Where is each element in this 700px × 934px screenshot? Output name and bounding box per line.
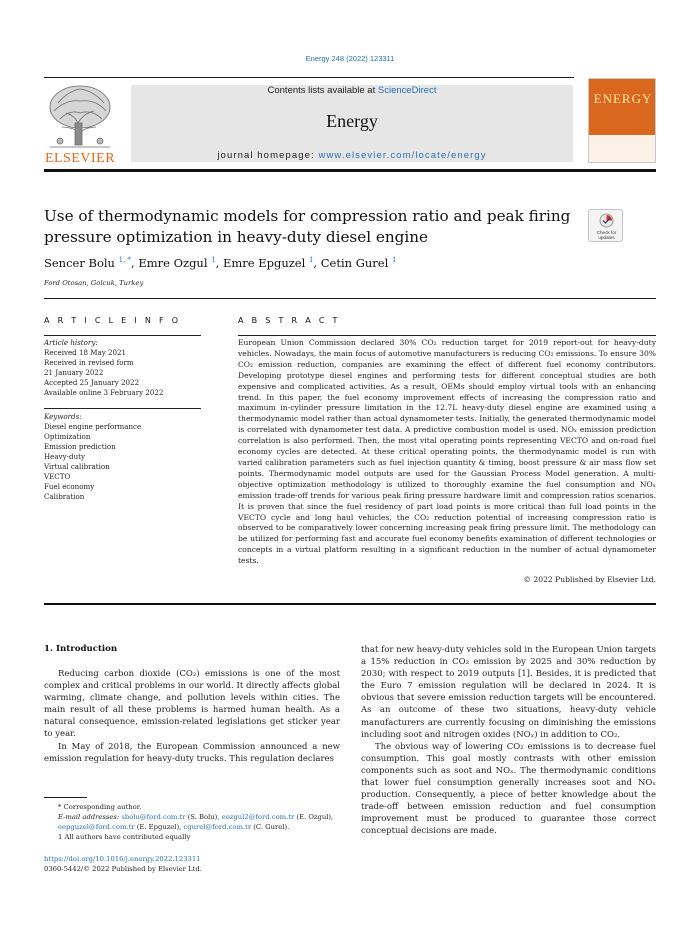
keyword-item: Diesel engine performance (44, 422, 142, 431)
section-rule-bottom (44, 603, 656, 605)
email-addresses (44, 812, 340, 832)
elsevier-tree-logo-icon (44, 83, 116, 151)
journal-homepage-line (131, 150, 573, 161)
keyword-item: Optimization (44, 432, 91, 441)
email-link[interactable]: cgurel@ford.com.tr (183, 823, 252, 831)
footnote-rule (44, 797, 87, 798)
author-marks[interactable]: 1, * (118, 256, 132, 265)
journal-citation-link[interactable]: Energy 248 (2022) 123311 (305, 54, 395, 63)
history-item: Accepted 25 January 2022 (44, 378, 140, 387)
author-name: Emre Epguzel (222, 256, 306, 270)
keyword-item: Heavy-duty (44, 452, 85, 461)
history-item: Received 18 May 2021 (44, 348, 127, 357)
journal-homepage-link[interactable]: www.elsevier.com/locate/energy (318, 150, 487, 161)
email-owner: (E. Epguzel), (134, 823, 184, 831)
introduction-heading: 1. Introduction (44, 644, 118, 654)
history-item: Available online 3 February 2022 (44, 388, 164, 397)
email-link[interactable]: sbolu@ford.com.tr (121, 813, 186, 821)
author-marks[interactable]: 1 (211, 256, 216, 265)
keyword-item: VECTO (44, 472, 71, 481)
check-for-updates-button[interactable] (588, 209, 623, 242)
author-separator: , (215, 256, 223, 270)
article-history (44, 338, 201, 398)
author-separator: , (131, 256, 139, 270)
check-for-updates-icon (599, 213, 614, 228)
journal-cover-thumbnail[interactable] (588, 78, 656, 163)
header-thick-rule (44, 169, 656, 172)
contents-prefix: Contents lists available at (267, 85, 378, 96)
email-owner: (C. Gurel). (251, 823, 290, 831)
author-marks[interactable]: 1 (308, 256, 314, 265)
keywords-label: Keywords: (44, 412, 82, 421)
abstract-rule (238, 335, 656, 336)
author-name: Sencer Bolu (44, 256, 115, 270)
email-link[interactable]: eozgul2@ford.com.tr (221, 813, 295, 821)
keyword-item: Calibration (44, 492, 85, 501)
doi-link[interactable]: https://doi.org/10.1016/j.energy.2022.123311 (44, 855, 201, 863)
footnotes (44, 802, 340, 842)
email-owner: (S. Bolu), (185, 813, 222, 821)
history-item: 21 January 2022 (44, 368, 104, 377)
author-list (44, 256, 656, 270)
article-info-rule (44, 335, 201, 336)
keyword-item: Virtual calibration (44, 462, 110, 471)
article-history-label: Article history: (44, 338, 98, 347)
journal-cover-word: ENERGY (593, 91, 653, 106)
author-name: Emre Ozgul (138, 256, 208, 270)
article-title: Use of thermodynamic models for compression ratio and peak firing pressure optimization in heavy-duty diesel engine (44, 207, 571, 246)
header-rule (44, 77, 574, 78)
author-separator: , (313, 256, 321, 270)
abstract-heading: A B S T R A C T (238, 316, 341, 325)
sciencedirect-link[interactable]: ScienceDirect (377, 85, 437, 96)
body-paragraph: Reducing carbon dioxide (CO₂) emissions is one of the most complex and critical problems in our world. It directly affects global warming, climate change, and pollution levels within cities. The main result of all these problems is harmed human health. As a natural consequence, emission-related legislations get sticker year to year. (44, 669, 340, 740)
author-name: Cetin Gurel (320, 256, 389, 270)
body-paragraph: that for new heavy-duty vehicles sold in the European Union targets a 15% reduction in CO₂ emission by 2025 and 30% reduction by 2030; with respect to 2019 outputs [1]. Besides, it is predicted that the Euro 7 emission regulation will be declared in 2024. It is obvious that severe emission reduction targets will be encountered. As an outcome of these two situations, heavy-duty vehicle manufacturers are currently focusing on diminishing the emissions including soot and nitrogen oxides (NOₓ) in addition to CO₂. (361, 645, 656, 740)
email-link[interactable]: eepguzel@ford.com.tr (58, 823, 135, 831)
body-column-left (44, 668, 340, 765)
email-owner: (E. Ozgul), (294, 813, 334, 821)
article-info-heading: A R T I C L E I N F O (44, 316, 181, 325)
article-info-rule (44, 408, 201, 409)
journal-cover-bottom (589, 135, 656, 163)
contribution-note: 1 All authors have contributed equally (58, 833, 191, 841)
keyword-item: Emission prediction (44, 442, 116, 451)
issn-line: 0360-5442/© 2022 Published by Elsevier Ltd. (44, 865, 202, 873)
body-column-right (361, 644, 656, 838)
author-affiliation: Ford Otosan, Golcuk, Turkey (44, 279, 144, 287)
abstract-text: European Union Commission declared 30% CO₂ reduction target for 2019 report-out for heavy-duty vehicles. Nowadays, the main focus of automotive manufacturers is reducing CO₂ emissions. To ensure 30% CO₂ emission reduction, companies are examining the effect of different fuel economy contributors. Developing prototype diesel engines and performing tests for different conceptual studies are both expensive and complicated activities. As a result, OEMs should employ virtual tools with an enhancing trend. In this paper, the fuel economy improvement effects of increasing the compression ratio and maximum in-cylinder pressure limitation in the 12.7L heavy-duty diesel engine are examined using a thermodynamic model rather than actual dynamometer tests. Initially, the generated thermodynamic model is correlated with dynamometer test data. A predictive combustion model is used. NOₓ emission prediction correlation is also performed. Then, the most vital operating points representing VECTO and on-road fuel economy cycles are detected. At these critical operating points, the thermodynamic model is run with varied calibration parameters such as fuel injection quantity & timing, boost pressure & air mass flow set points. Thermodynamic model outputs are used for the Gaussian Process Model generation. A multi-objective optimization methodology is utilized to thoroughly examine the fuel consumption and NOₓ emission trade-off trends for various peak firing pressure hardware limit and compression ratios scenarios. It is proven that since the fuel residency of part load points is more critical than full load points in the VECTO cycle and long haul vehicles, the CO₂ reduction potential of increasing compression ratio is observed to be comparatively lower concerning increasing peak firing pressure limit. The methodology can be utilized for performing fast and accurate fuel economy benefits examination of different technologies or concepts in a virtual platform resulting in a significant reduction in the number of actual dynamometer tests. (238, 338, 656, 566)
history-item: Received in revised form (44, 358, 134, 367)
abstract-copyright: © 2022 Published by Elsevier Ltd. (523, 575, 656, 584)
contents-line (131, 85, 573, 96)
keywords-list (44, 412, 201, 502)
body-paragraph: In May of 2018, the European Commission announced a new emission regulation for heavy-duty trucks. This regulation declares (44, 741, 340, 764)
section-rule (44, 298, 656, 299)
corresponding-author-note: * Corresponding author. (58, 803, 142, 811)
keyword-item: Fuel economy (44, 482, 95, 491)
journal-name: Energy (326, 111, 378, 131)
author-marks[interactable]: 1 (391, 256, 397, 265)
elsevier-wordmark: ELSEVIER (44, 151, 116, 166)
body-paragraph: The obvious way of lowering CO₂ emissions is to decrease fuel consumption. This goal mostly contrasts with other emission components such as soot and NOₓ. The thermodynamic conditions that lower fuel consumption generally increases soot and NOₓ production. Consequently, a piece of better knowledge about the trade-off between emission reduction and fuel consumption improvement must be produced to guarantee those correct conceptual decisions are made. (361, 741, 656, 837)
check-for-updates-label: Check for updates (596, 230, 617, 240)
homepage-prefix: journal homepage: (217, 150, 319, 161)
email-label: E-mail addresses: (58, 813, 122, 821)
